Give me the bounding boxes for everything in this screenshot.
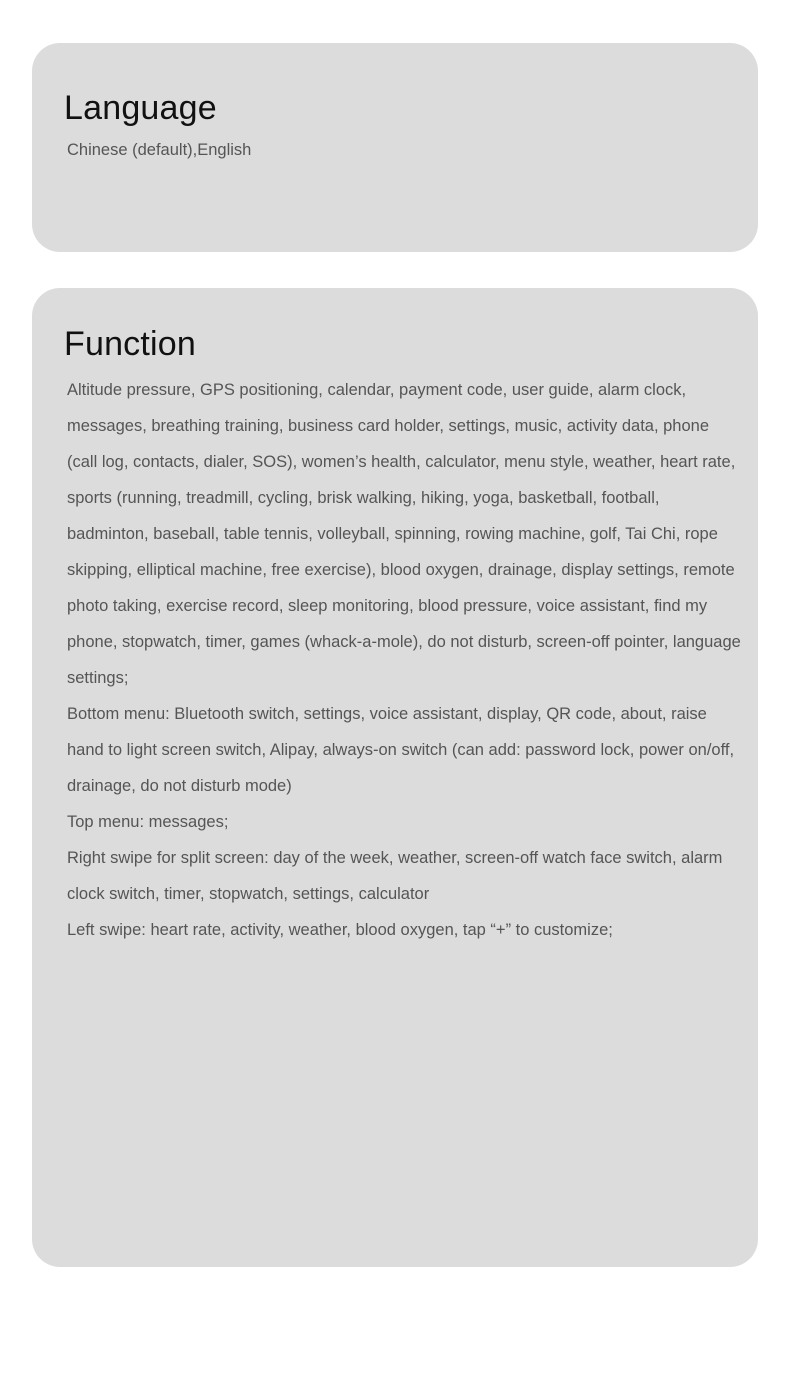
top-menu-paragraph: Top menu: messages; xyxy=(67,813,229,831)
function-card xyxy=(32,288,758,1267)
left-swipe-paragraph: Left swipe: heart rate, activity, weather, blood oxygen, tap “+” to customize; xyxy=(67,921,613,939)
bottom-menu-paragraph: Bottom menu: Bluetooth switch, settings, voice assistant, display, QR code, about, raise hand to light screen switch, Alipay, always-on switch (can add: password lock, power on/off, drainage, do not disturb mode) xyxy=(67,705,735,795)
language-text: Chinese (default),English xyxy=(67,141,252,159)
function-body xyxy=(67,372,742,948)
right-swipe-paragraph: Right swipe for split screen: day of the week, weather, screen-off watch face switch, alarm clock switch, timer, stopwatch, settings, calculator xyxy=(67,849,723,903)
function-list-paragraph: Altitude pressure, GPS positioning, calendar, payment code, user guide, alarm clock, messages, breathing training, business card holder, settings, music, activity data, phone (call log, contacts, dialer, SOS), women’s health, calculator, menu style, weather, heart rate, sports (running, treadmill, cycling, brisk walking, hiking, yoga, basketball, football, badminton, baseball, table tennis, volleyball, spinning, rowing machine, golf, Tai Chi, rope skipping, elliptical machine, free exercise), blood oxygen, drainage, display settings, remote photo taking, exercise record, sleep monitoring, blood pressure, voice assistant, find my phone, stopwatch, timer, games (whack-a-mole), do not disturb, screen-off pointer, language settings; xyxy=(67,381,741,687)
language-title: Language xyxy=(64,89,217,127)
function-title: Function xyxy=(64,325,197,363)
language-card xyxy=(32,43,758,252)
